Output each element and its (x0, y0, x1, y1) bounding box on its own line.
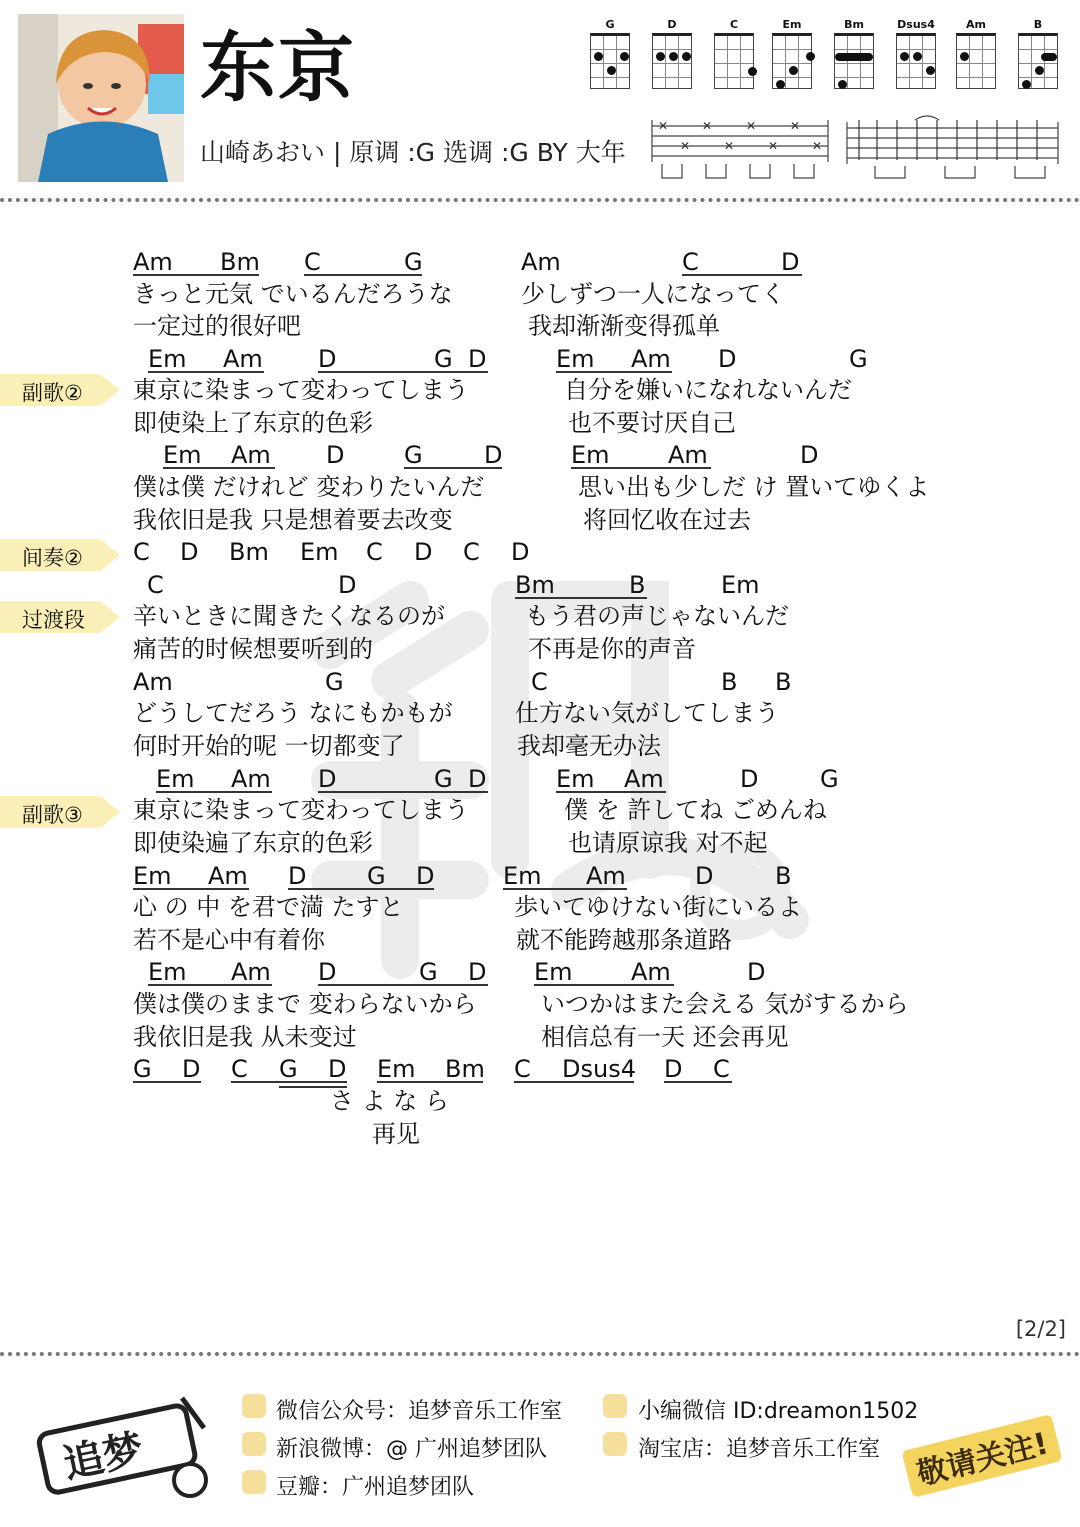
beat-underline (156, 791, 272, 793)
lyric-jp: 僕は僕 だけれど 変わりたいんだ (133, 473, 485, 501)
beat-underline (404, 467, 502, 469)
chord: D (318, 765, 337, 793)
lyric-cn: 也不要讨厌自己 (568, 409, 736, 437)
chord: C (133, 538, 150, 566)
song-title: 东京 (200, 23, 356, 112)
divider-top (0, 198, 1080, 202)
taobao-icon (603, 1432, 627, 1456)
chord: Em (148, 958, 187, 986)
section-label: 过渡段 (22, 608, 85, 632)
chord: Dsus4 (562, 1055, 636, 1083)
section-tag-chorus2 (0, 370, 120, 410)
lyric-jp: 仕方ない気がしてしまう (515, 699, 779, 727)
chord: D (468, 345, 487, 373)
chord: D (328, 1055, 347, 1083)
chord: D (747, 958, 766, 986)
chord: B (629, 571, 646, 599)
chord: Am (231, 765, 271, 793)
lyric-jp: 東京に染まって変わってしまう (133, 796, 469, 824)
strum-pattern-1 (650, 116, 830, 186)
chord: D (740, 765, 759, 793)
chord: Em (377, 1055, 416, 1083)
beat-underline (503, 888, 627, 890)
chord: Em (148, 345, 187, 373)
lyric-jp: 辛いときに聞きたくなるのが (133, 602, 445, 630)
beat-underline (318, 984, 488, 986)
svg-text:✕: ✕ (702, 119, 713, 133)
chord: Em (571, 441, 610, 469)
chord-chart-name: Am (966, 18, 986, 31)
section-label: 副歌② (22, 381, 83, 405)
section-tag-interlude2 (0, 535, 120, 575)
chord: G (404, 441, 423, 469)
lyric-jp: 東京に染まって変わってしまう (133, 376, 469, 404)
chord: D (318, 345, 337, 373)
beat-underline (304, 274, 422, 276)
chord: G (419, 958, 438, 986)
beat-underline (288, 888, 434, 890)
lyric-cn: 何时开始的呢 一切都变了 (133, 732, 405, 760)
logo-text: 追梦 (59, 1426, 148, 1488)
lyric-cn: 也请原谅我 对不起 (568, 829, 768, 857)
lyric-cn: 就不能跨越那条道路 (516, 926, 732, 954)
chord: D (781, 248, 800, 276)
chord: C (531, 668, 548, 696)
lyric-cn: 即使染遍了东京的色彩 (133, 829, 373, 857)
chord: G (820, 765, 839, 793)
svg-text:✕: ✕ (658, 119, 669, 133)
page-number: [2/2] (1015, 1317, 1066, 1341)
lyric-cn: 即使染上了东京的色彩 (133, 409, 373, 437)
chord: Am (133, 668, 173, 696)
lyric-cn: 相信总有一天 还会再见 (541, 1023, 789, 1051)
footer-douban: 豆瓣：广州追梦团队 (276, 1475, 475, 1500)
beat-underline (133, 1081, 201, 1083)
beat-underline (556, 371, 672, 373)
chord-chart-name: B (1033, 18, 1043, 31)
chord: Am (231, 958, 271, 986)
chord: Em (300, 538, 339, 566)
chord: D (468, 958, 487, 986)
divider-bottom (0, 1352, 1080, 1356)
chord: D (468, 765, 487, 793)
chord: Am (631, 345, 671, 373)
chord-chart-bm (834, 33, 874, 89)
chord-chart-name: Bm (844, 18, 864, 31)
beat-underline (148, 371, 264, 373)
chord: G (849, 345, 868, 373)
wechat-icon (603, 1394, 627, 1418)
chord-chart-em (772, 33, 812, 89)
beat-underline (133, 274, 259, 276)
chord: G (279, 1055, 298, 1083)
chord: D (288, 862, 307, 890)
svg-text:✕: ✕ (812, 139, 823, 153)
lyric-jp: もう君の声じゃないんだ (525, 602, 789, 630)
lyric-jp: いつかはまた会える 気がするから (541, 990, 909, 1018)
chord: C (147, 571, 164, 599)
lyric-cn: 我却毫无办法 (517, 732, 661, 760)
chat-bubble-icon (242, 1394, 266, 1418)
chord-chart-name: Em (782, 18, 802, 31)
chord: Em (556, 345, 595, 373)
chord: C (304, 248, 321, 276)
chord: G (133, 1055, 152, 1083)
lyric-cn: 一定过的很好吧 (133, 312, 301, 340)
footer-wechat: 微信公众号：追梦音乐工作室 (276, 1399, 563, 1424)
beat-underline (571, 467, 711, 469)
chord: G (367, 862, 386, 890)
chord: D (664, 1055, 683, 1083)
beat-underline (148, 984, 272, 986)
lyric-cn: 我依旧是我 从未变过 (133, 1023, 357, 1051)
chord: Am (586, 862, 626, 890)
lyric-jp: きっと元気 でいるんだろうな (133, 280, 453, 308)
chord: D (326, 441, 345, 469)
follow-badge: 敬请关注! (901, 1414, 1062, 1498)
douban-icon (242, 1470, 266, 1494)
chord-chart-name: C (729, 18, 739, 31)
beat-underline (231, 1081, 347, 1083)
chord: D (511, 538, 530, 566)
chord: B (775, 668, 792, 696)
chord-chart-name: G (605, 18, 615, 31)
lyric-jp: 僕は僕のままで 変わらないから (133, 990, 477, 1018)
chord: D (182, 1055, 201, 1083)
chord-chart-name: D (667, 18, 677, 31)
section-tag-chorus3 (0, 792, 120, 832)
svg-text:✕: ✕ (724, 139, 735, 153)
chord: D (695, 862, 714, 890)
beat-underline (514, 1081, 634, 1083)
chord: Em (156, 765, 195, 793)
chord: C (682, 248, 699, 276)
chord: Am (231, 441, 271, 469)
chord: Em (534, 958, 573, 986)
beat-underline (682, 274, 802, 276)
chord: D (180, 538, 199, 566)
lyric-cn: 我依旧是我 只是想着要去改变 (133, 506, 453, 534)
chord: Bm (515, 571, 555, 599)
chord: B (775, 862, 792, 890)
chord: C (514, 1055, 531, 1083)
chord: G (325, 668, 344, 696)
chord: D (416, 862, 435, 890)
chord-chart-c (714, 33, 754, 89)
weibo-icon (242, 1432, 266, 1456)
beat-underline (556, 791, 666, 793)
chord: Am (521, 248, 561, 276)
lyric-jp: 思い出も少しだ け 置いてゆくよ (578, 473, 930, 501)
chord-chart-b (1018, 33, 1058, 89)
lyric-jp: 心 の 中 を君で満 たすと (133, 893, 404, 921)
chord: Bm (445, 1055, 485, 1083)
lyric-jp: さ よ な ら (330, 1087, 449, 1115)
chord: C (231, 1055, 248, 1083)
lyric-cn: 将回忆收在过去 (583, 506, 751, 534)
lyric-jp: 自分を嫌いになれないんだ (564, 376, 852, 404)
beat-underline (163, 467, 275, 469)
lyric-cn: 若不是心中有着你 (133, 926, 325, 954)
beat-underline (133, 888, 249, 890)
chord: C (463, 538, 480, 566)
chord: Am (208, 862, 248, 890)
chord: Bm (229, 538, 269, 566)
chord-chart-name: Dsus4 (897, 18, 935, 31)
chord-chart-g (590, 33, 630, 89)
strum-pattern-2 (845, 110, 1060, 186)
svg-text:✕: ✕ (768, 139, 779, 153)
chord: D (484, 441, 503, 469)
svg-text:✕: ✕ (790, 119, 801, 133)
lyric-jp: どうしてだろう なにもかもが (133, 699, 453, 727)
chord: Am (624, 765, 664, 793)
lyric-jp: 僕 を 許してね ごめんね (564, 796, 827, 824)
lyric-jp: 少しずつ一人になってく (521, 280, 785, 308)
chord: C (366, 538, 383, 566)
chord: C (713, 1055, 730, 1083)
footer-editor-wechat: 小编微信 ID:dreamon1502 (638, 1399, 919, 1424)
album-cover (18, 14, 184, 182)
chord-chart-d (652, 33, 692, 89)
chord: B (721, 668, 738, 696)
section-label: 副歌③ (22, 803, 83, 827)
chord-chart-dsus4 (896, 33, 936, 89)
chord: D (800, 441, 819, 469)
album-art (18, 14, 184, 182)
chord: D (414, 538, 433, 566)
chord: Em (556, 765, 595, 793)
beat-underline (664, 1081, 732, 1083)
studio-logo (32, 1388, 212, 1508)
beat-underline (318, 791, 488, 793)
section-label: 间奏② (22, 546, 83, 570)
section-tag-bridge (0, 597, 120, 637)
beat-underline (534, 984, 674, 986)
lyric-cn: 再见 (372, 1120, 420, 1148)
beat-underline (377, 1081, 483, 1083)
chord: Am (133, 248, 173, 276)
chord: Em (721, 571, 760, 599)
footer-weibo: 新浪微博：@ 广州追梦团队 (276, 1437, 547, 1462)
footer-taobao: 淘宝店：追梦音乐工作室 (638, 1437, 881, 1462)
chord: G (404, 248, 423, 276)
chord: G (434, 765, 453, 793)
chord: G (434, 345, 453, 373)
chord: Em (133, 862, 172, 890)
lyric-cn: 我却渐渐变得孤单 (528, 312, 720, 340)
lyric-cn: 痛苦的时候想要听到的 (133, 635, 373, 663)
chord: D (718, 345, 737, 373)
chord: D (318, 958, 337, 986)
lyric-cn: 不再是你的声音 (528, 635, 696, 663)
beat-underline (515, 597, 647, 599)
chord: Em (503, 862, 542, 890)
chord: Am (668, 441, 708, 469)
chord: D (338, 571, 357, 599)
chord: Bm (220, 248, 260, 276)
svg-text:✕: ✕ (680, 139, 691, 153)
lyric-jp: 歩いてゆけない街にいるよ (514, 893, 802, 921)
chord: Em (163, 441, 202, 469)
beat-underline (318, 371, 488, 373)
chord: Am (631, 958, 671, 986)
chord: Am (223, 345, 263, 373)
svg-text:✕: ✕ (746, 119, 757, 133)
chord-chart-am (956, 33, 996, 89)
song-subtitle: 山崎あおい | 原调 :G 选调 :G BY 大年 (200, 138, 626, 167)
